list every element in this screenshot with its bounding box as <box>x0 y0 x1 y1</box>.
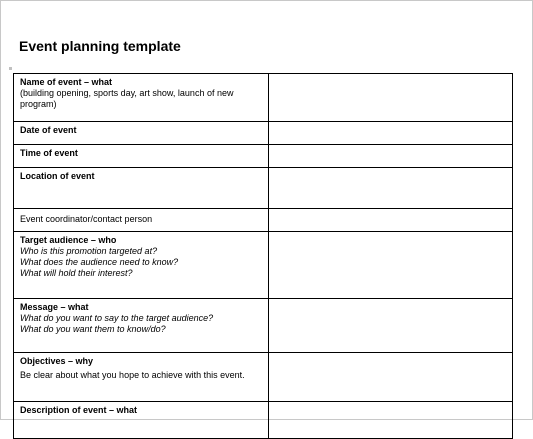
label-cell <box>14 209 269 232</box>
row-question: What do you want them to know/do? <box>20 324 166 334</box>
label-cell <box>14 122 269 145</box>
row-hint-line: program) <box>20 99 57 109</box>
value-cell-objectives[interactable] <box>269 353 513 402</box>
row-heading: Name of event – what <box>20 77 113 87</box>
row-question: What does the audience need to know? <box>20 257 179 267</box>
value-cell-location-of-event[interactable] <box>269 168 513 209</box>
table-row-time-of-event <box>14 145 513 168</box>
value-cell-event-coordinator[interactable] <box>269 209 513 232</box>
row-question: What do you want to say to the target audience? <box>20 313 214 323</box>
label-cell <box>14 299 269 353</box>
row-heading: Target audience – who <box>20 235 117 245</box>
table-row-date-of-event <box>14 122 513 145</box>
value-cell-time-of-event[interactable] <box>269 145 513 168</box>
row-heading: Date of event <box>20 125 77 135</box>
row-heading: Objectives – why <box>20 356 94 366</box>
row-text: Event coordinator/contact person <box>20 214 153 224</box>
row-heading: Description of event – what <box>20 405 138 415</box>
row-heading: Location of event <box>20 171 95 181</box>
label-cell <box>14 353 269 402</box>
value-cell-target-audience[interactable] <box>269 232 513 299</box>
table-row-location-of-event <box>14 168 513 209</box>
table-row-target-audience <box>14 232 513 299</box>
value-cell-date-of-event[interactable] <box>269 122 513 145</box>
table-row-event-coordinator <box>14 209 513 232</box>
table-row-message <box>14 299 513 353</box>
table-row-description-of-event <box>14 402 513 439</box>
label-cell <box>14 74 269 122</box>
label-cell <box>14 145 269 168</box>
row-hint-line: (building opening, sports day, art show, launch of new <box>20 88 234 98</box>
label-cell <box>14 168 269 209</box>
margin-mark <box>9 67 12 70</box>
row-heading: Time of event <box>20 148 78 158</box>
value-cell-name-of-event[interactable] <box>269 74 513 122</box>
value-cell-description-of-event[interactable] <box>269 402 513 439</box>
row-question: Who is this promotion targeted at? <box>20 246 158 256</box>
value-cell-message[interactable] <box>269 299 513 353</box>
row-question: What will hold their interest? <box>20 268 133 278</box>
label-cell <box>14 402 269 439</box>
table-row-objectives <box>14 353 513 402</box>
row-hint-line: Be clear about what you hope to achieve with this event. <box>20 370 245 380</box>
row-heading: Message – what <box>20 302 89 312</box>
event-planning-table <box>13 73 513 439</box>
document-title: Event planning template <box>19 38 181 54</box>
table-row-name-of-event <box>14 74 513 122</box>
label-cell <box>14 232 269 299</box>
